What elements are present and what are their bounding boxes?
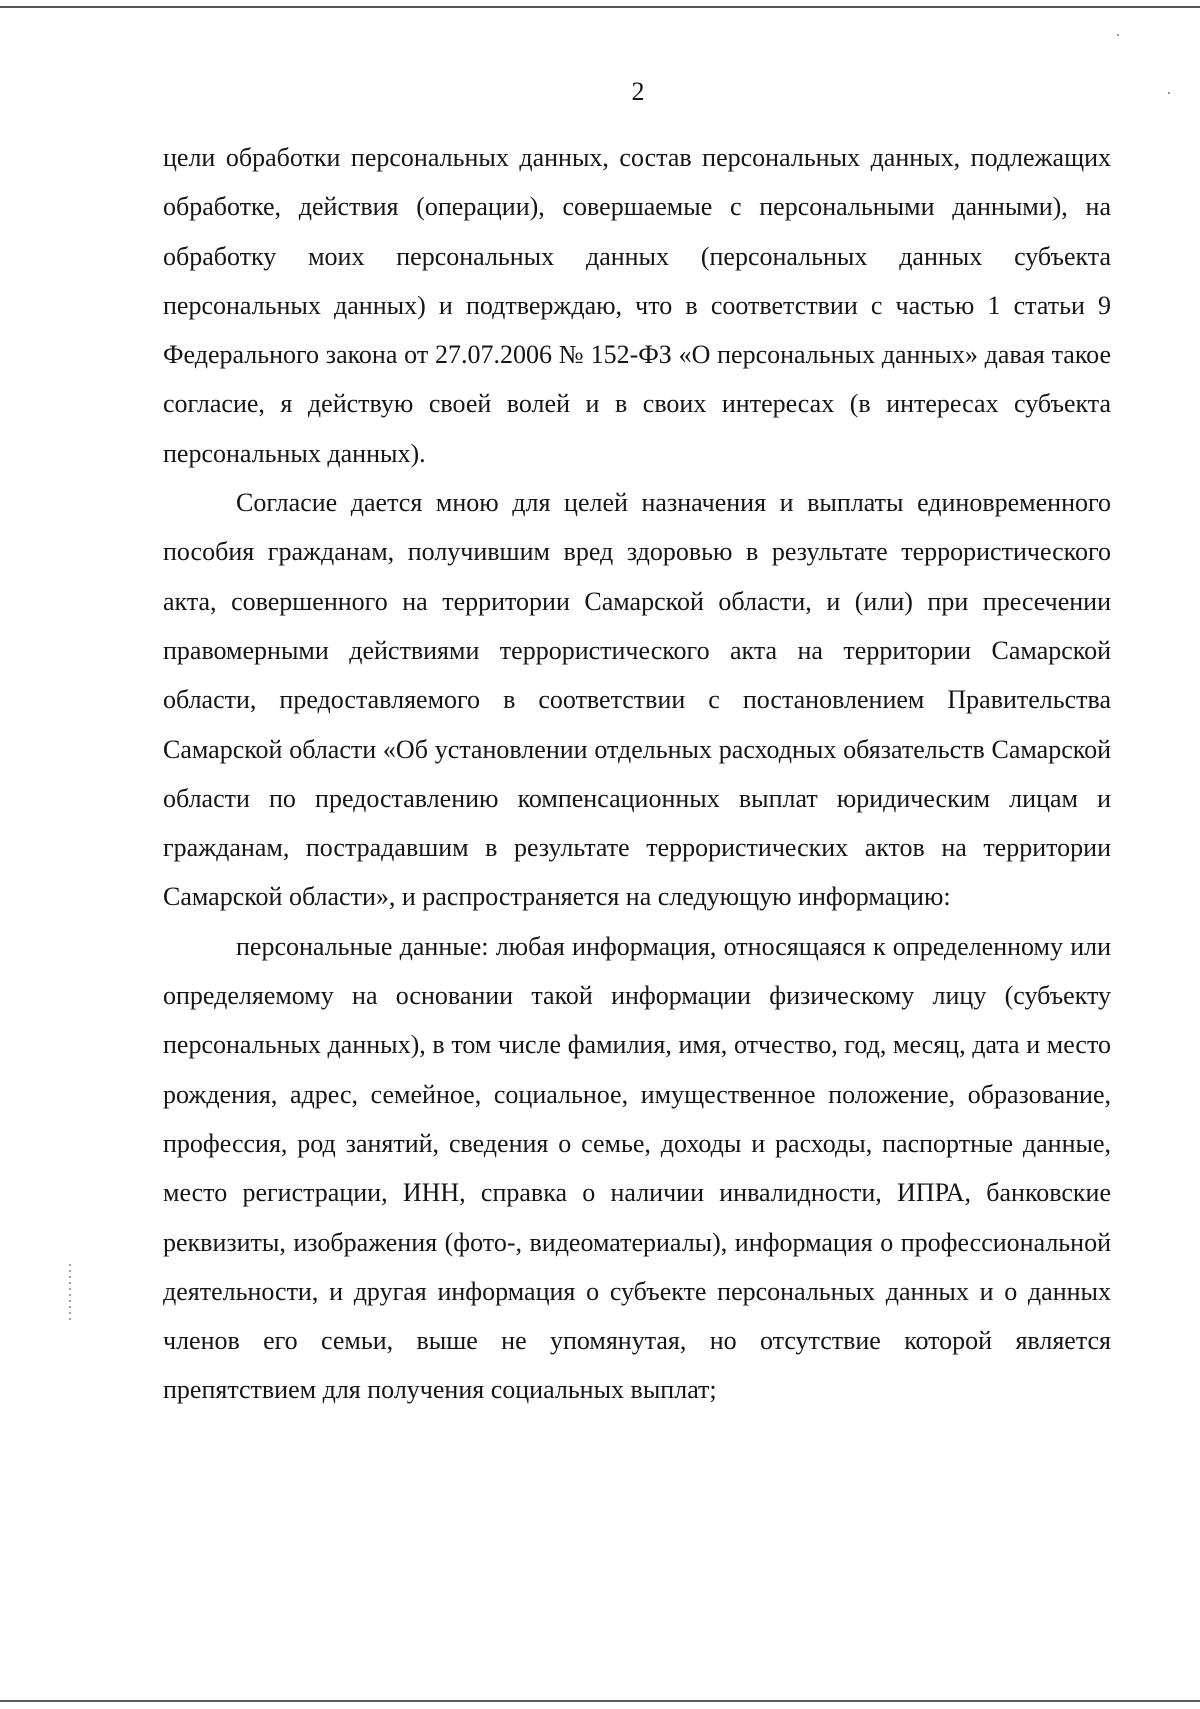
page-number: 2 xyxy=(631,77,645,106)
document-body xyxy=(163,133,1111,1415)
paragraph-consent-continuation: цели обработки персональных данных, состав персональных данных, подлежащих обработке, действия (операции), совершаемые с персональными данными), на обработку моих персональных данных (персональных данных субъекта персональных данных) и подтверждаю, что в соответствии с частью 1 статьи 9 Федерального закона от 27.07.2006 № 152-ФЗ «О персональных данных» давая такое согласие, я действую своей волей и в своих интересах (в интересах субъекта персональных данных). xyxy=(163,143,1111,468)
scan-speck xyxy=(1117,34,1119,36)
paragraph-personal-data-definition: персональные данные: любая информация, относящаяся к определенному или определяемому на основании такой информации физическому лицу (субъекту персональных данных), в том числе фамилия, имя, отчество, год, месяц, дата и место рождения, адрес, семейное, социальное, имущественное положение, образование, профессия, род занятий, сведения о семье, доходы и расходы, паспортные данные, место регистрации, ИНН, справка о наличии инвалидности, ИПРА, банковские реквизиты, изображения (фото-, видеоматериалы), информация о профессиональной деятельности, и другая информация о субъекте персональных данных и о данных членов его семьи, выше не упомянутая, но отсутствие которой является препятствием для получения социальных выплат; xyxy=(163,931,1111,1405)
scan-edge-top xyxy=(0,6,1200,8)
scan-margin-dots xyxy=(68,1262,72,1320)
paragraph-consent-purpose: Согласие дается мною для целей назначения и выплаты единовременного пособия гражданам, получившим вред здоровью в результате террористического акта, совершенного на территории Самарской области, и (или) при пресечении правомерными действиями террористического акта на территории Самарской области, предоставляемого в соответствии с постановлением Правительства Самарской области «Об установлении отдельных расходных обязательств Самарской области по предоставлению компенсационных выплат юридическим лицам и гражданам, пострадавшим в результате террористических актов на территории Самарской области», и распространяется на следующую информацию: xyxy=(163,488,1111,912)
scan-edge-bottom xyxy=(0,1700,1200,1702)
